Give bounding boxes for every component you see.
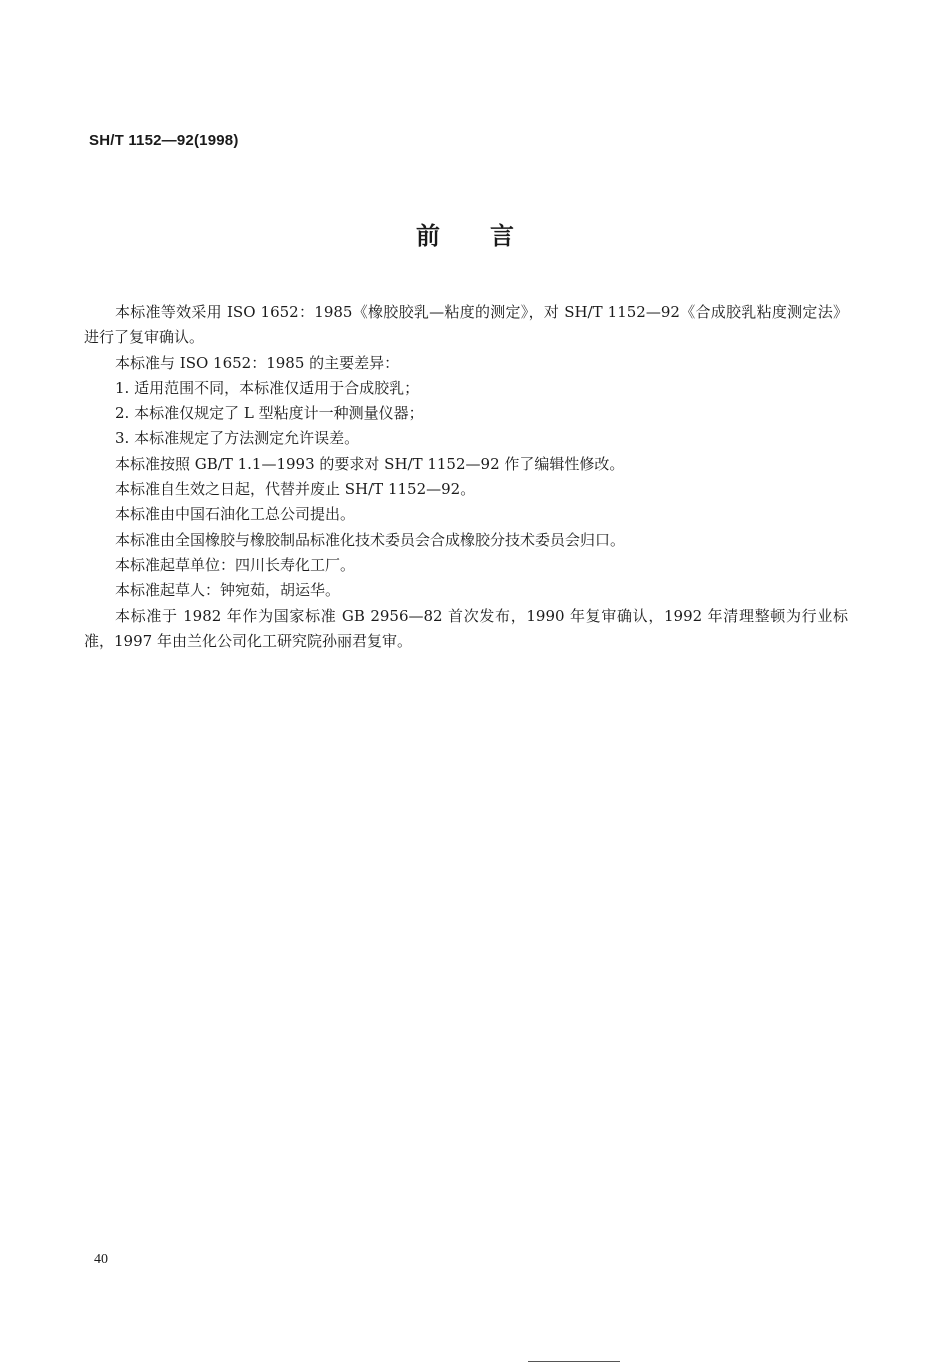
page-number: 40 — [94, 1252, 108, 1267]
standard-code-header: SH/T 1152—92(1998) — [89, 132, 239, 149]
page-title: 前言 — [416, 222, 564, 250]
paragraph-adoption: 本标准等效采用 ISO 1652：1985《橡胶胶乳—粘度的测定》，对 SH/T 1152—92《合成胶乳粘度测定法》进行了复审确认。 — [84, 303, 848, 347]
bottom-divider — [528, 1361, 620, 1362]
paragraph-drafters: 本标准起草人：钟宛茹，胡运华。 — [115, 581, 341, 600]
body-text — [84, 300, 848, 654]
paragraph-drafting-unit: 本标准起草单位：四川长寿化工厂。 — [115, 555, 356, 574]
list-item-difference-3: 3. 本标准规定了方法测定允许误差。 — [115, 429, 360, 448]
paragraph-editorial-revision: 本标准按照 GB/T 1.1—1993 的要求对 SH/T 1152—92 作了编辑性修改。 — [115, 454, 625, 473]
list-item-difference-2: 2. 本标准仅规定了 L 型粘度计一种测量仪器； — [115, 404, 424, 423]
paragraph-supersedes: 本标准自生效之日起，代替并废止 SH/T 1152—92。 — [115, 480, 476, 499]
paragraph-committee: 本标准由全国橡胶与橡胶制品标准化技术委员会合成橡胶分技术委员会归口。 — [115, 530, 626, 549]
paragraph-differences-intro: 本标准与 ISO 1652：1985 的主要差异： — [115, 353, 400, 372]
paragraph-proposer: 本标准由中国石油化工总公司提出。 — [115, 505, 356, 524]
list-item-difference-1: 1. 适用范围不同，本标准仅适用于合成胶乳； — [115, 378, 420, 397]
paragraph-history: 本标准于 1982 年作为国家标准 GB 2956—82 首次发布，1990 年复审确认，1992 年清理整顿为行业标准，1997 年由兰化公司化工研究院孙丽君复审。 — [84, 606, 848, 650]
